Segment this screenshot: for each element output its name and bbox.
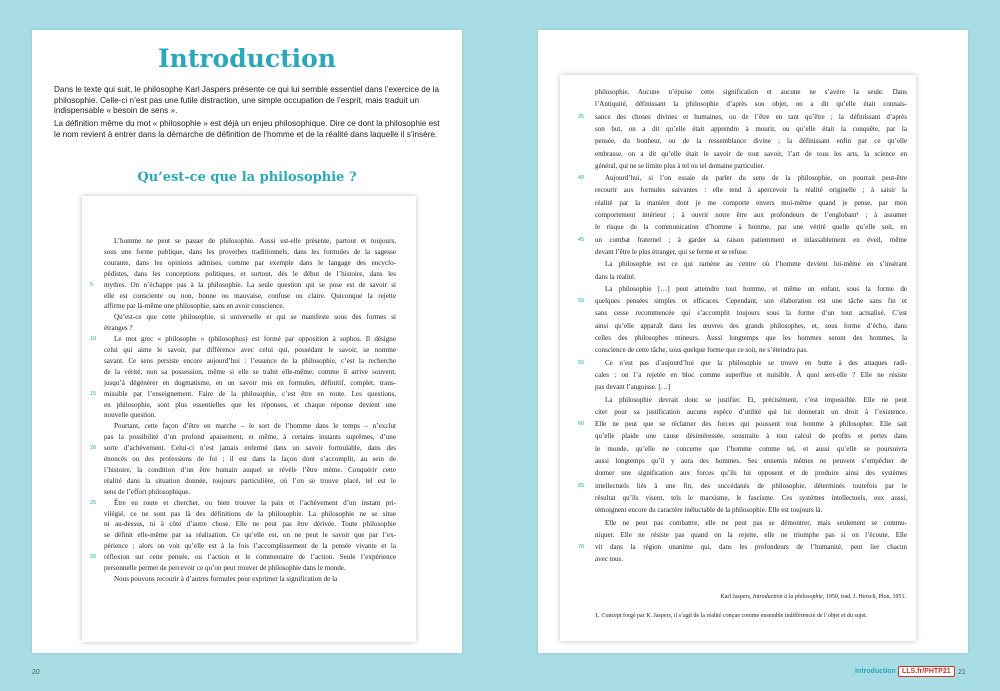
source-details: , 1950, trad. J. Hersch, Plon, 1951.	[822, 594, 906, 600]
line-number: 40	[578, 175, 585, 182]
text-line: comportement intérieur ; à ouvrir notre être aux profondeurs de l’englobant¹ ; à assumer	[595, 211, 907, 219]
footnote	[595, 612, 907, 620]
text-line: réalité dans la situation donnée, toujours particulière, où l’on se trouve placé, tel est le	[104, 476, 396, 485]
text-line: Elle ne peut pas combattre, elle ne peut pas se démontrer, mais seulement se commu-	[605, 518, 907, 527]
line-number: 50	[578, 298, 585, 305]
text-line: avec tous.	[595, 555, 623, 564]
text-line: ainsi qu’elle apparaît dans les œuvres des grands philosophes, et, sous forme d’écho, dans	[595, 321, 907, 330]
text-line: l’histoire, la condition d’un être humain auquel se révèle l’être même. Conquérir cette	[104, 465, 396, 474]
text-line: sous une forme publique, dans les proverbes traditionnels, dans les formules de la sagesse	[104, 247, 396, 256]
line-number: 35	[578, 113, 585, 120]
right-page	[538, 30, 968, 653]
text-line: sans cesse recommencée qui s’accomplit toujours sous la forme d’un tout actualisé. C’est	[595, 309, 907, 318]
text-line: niquer. Elle ne résiste pas quand on la rejette, elle ne triomphe pas si on l’écoute. Elle	[595, 530, 907, 539]
text-line: donner une signification aux forces qu’ils lui opposent et de produire ainsi des systèmes	[595, 469, 907, 478]
left-page	[32, 30, 462, 653]
text-line: le monde, qu’elle ne concerne que l’homme comme tel, et aussi qu’elle se poursuivra	[595, 444, 907, 453]
text-line: celui qui aime le savoir, par différence avec celui qui, possédant le savoir, se nomme	[104, 346, 396, 354]
text-line: affirme par là-même une philosophie, sans en avoir conscience.	[104, 302, 285, 311]
text-line: général, qui ne se limite plus à tel ou tel domaine particulier.	[595, 161, 765, 170]
text-line: nouvelle question.	[104, 411, 157, 420]
text-line: étranges ?	[104, 324, 133, 333]
line-number: 10	[90, 336, 97, 343]
text-line: Nous pouvons recourir à d’autres formules pour exprimer la signification de la	[114, 574, 338, 583]
line-number: 55	[578, 359, 585, 366]
line-number: 45	[578, 236, 585, 243]
text-line: Le mot grec « philosophe » (philosophos) est formé par opposition à sophos. Il désigne	[114, 335, 396, 344]
excerpt-box-right	[560, 75, 916, 641]
text-line: missible par l’enseignement. Faire de la philosophie, c’est être en route. Les questions,	[104, 389, 396, 398]
text-line: elle est consciente ou non, bonne ou mauvaise, confuse ou claire. Quiconque la rejette	[104, 291, 396, 300]
line-number: 20	[90, 445, 97, 452]
text-line: énoncés ou des professions de foi ; il est dans la façon dont s’accomplit, au sein de	[104, 455, 396, 463]
text-line: ni au-dessus, ni à côté d’autre chose. Elle ne peut pas être dérivée. Toute philosophie	[104, 520, 396, 529]
line-number: 30	[90, 554, 97, 561]
text-line: citer pour sa justification aucune espèce d’utilité qui lui donnerait un droit à l’existence.	[595, 407, 907, 416]
page-title: Introduction	[157, 44, 337, 73]
line-number: 70	[578, 544, 585, 551]
text-line: L’homme ne peut se passer de philosophie. Aussi est-elle présente, partout et toujours,	[114, 237, 396, 245]
footer-section-title: Introduction	[855, 668, 896, 675]
source-author: Karl Jaspers,	[720, 594, 752, 600]
text-line: sens de l’effort philosophique.	[104, 487, 191, 496]
text-line: mythes. On n’échappe pas à la philosophie. La seule question qui se pose est de savoir si	[104, 280, 396, 289]
text-line: savant. Ce sens persiste encore aujourd’hui : l’essence de la philosophie, c’est la recherche	[104, 356, 396, 365]
excerpt-box-left	[82, 196, 416, 642]
footnote-number: 1.	[595, 613, 600, 619]
text-line: La philosophie est ce qui ramène au centre où l’homme devient lui-même en s’insérant	[605, 260, 907, 269]
text-line: celles des philosophes mineurs. Aussi longtemps que les hommes seront des hommes, la	[595, 334, 907, 342]
text-line: de la vérité, non sa possession, même si elle se trahit elle-même, comme il arrive souvent,	[104, 367, 396, 376]
text-line: le risque de la communication d’homme à homme, par une vérité quelle qu’elle soit, en	[595, 223, 907, 232]
text-line: Être en route et chercher, ou bien trouver la paix et l’achèvement d’un instant pri-	[114, 498, 396, 507]
text-line: périence ; alors on voit qu’elle est à la fois l’accomplissement de la pensée vivante et la	[104, 542, 396, 551]
line-number: 15	[90, 390, 97, 397]
text-line: cales ; on l’a rejetée en bloc comme superflue et nuisible. À quoi sert-elle ? Elle ne résiste	[595, 370, 907, 379]
line-number: 5	[90, 281, 94, 288]
text-line: jusqu’à dégénérer en dogmatisme, en un savoir mis en formules, définitif, complet, trans-	[104, 378, 396, 387]
text-line: quelques pensées simples et efficaces. Cependant, son élaboration est une tâche sans fin et	[595, 297, 907, 306]
text-line: pas la possibilité d’un profond apaisement, et même, à certains instants suprêmes, d’une	[104, 433, 396, 442]
footnote-text: Concept forgé par K. Jaspers, il s’agit de la réalité conçue comme ensemble indifférencié de l’objet et du sujet.	[601, 613, 868, 619]
text-line: qu’elle plaide une cause désintéressée, soustraite à tout calcul de profits et pertes dans	[595, 432, 907, 441]
text-line: réflexion sur cette pensée, ou l’action et le commentaire de l’action. Seule l’expérience	[104, 553, 396, 562]
text-line: pensée, du bonheur, ou de la ressemblance divine ; la définissant enfin par ce qu’elle	[595, 137, 907, 146]
footer-link[interactable]: LLS.fr/PHTP21	[898, 666, 955, 677]
text-line: pédistes, dans les conceptions politiques, et surtout, dès le début de l’histoire, dans les	[104, 269, 396, 278]
text-line: pas devant l’angoisse. […]	[595, 383, 671, 392]
text-line: en philosophie, sont plus essentielles que les réponses, et chaque réponse devient une	[104, 400, 396, 409]
text-line: sance des choses divines et humaines, ou de l’être en tant qu’être ; la définissant d’après	[595, 112, 907, 121]
text-line: vit dans la région unanime qui, dans les profondeurs de l’humanité, peut lier chacun	[595, 543, 907, 552]
text-line: La philosophie devrait donc se justifier. Et, précisément, c’est impossible. Elle ne peut	[605, 395, 907, 404]
section-subtitle: Qu’est-ce que la philosophie ?	[137, 170, 357, 185]
text-line: un combat fraternel ; à garder sa raison patiemment et inlassablement en éveil, même	[595, 235, 907, 244]
source-citation	[720, 594, 906, 600]
text-line: témoignent encore du caractère inéluctable de la philosophie. Elle est toujours là.	[595, 506, 823, 515]
page-number-left: 20	[32, 669, 40, 676]
text-line: recourir aux formules suivantes : elle tend à apercevoir la réalité originelle ; à saisir la	[595, 186, 907, 195]
text-line: Elle ne peut que se réclamer des forces qui poussent tout homme à philosopher. Elle sait	[595, 420, 907, 429]
text-line: personnelle permet de percevoir ce qu’on peut trouver de philosophie dans le monde.	[104, 564, 346, 572]
source-book: Introduction à la philosophie	[752, 594, 823, 600]
text-line: se définit elle-même par sa réalisation. Ce qu’elle est, on ne peut le savoir que par l’ex-	[104, 531, 396, 540]
intro-paragraph-2: La définition même du mot « philosophie » est déjà un enjeu philosophique. Dire ce dont la philosophie est le nom revient à entrer dans la démarche de définition de l’homme et de la réalité dans laquelle il s’insère.	[54, 119, 440, 139]
text-line: Aujourd’hui, si l’on essaie de parler du sens de la philosophie, on pourrait peut-être	[605, 174, 907, 183]
intro-paragraph-1: Dans le texte qui suit, le philosophe Karl Jaspers présente ce qui lui semble essentiel dans l’exercice de la philosophie. Celle-ci n’est pas une futile distraction, une simple occupation de l’esprit, mais traduit un indispensable « besoin de sens ».	[54, 85, 440, 116]
text-line: l’Antiquité, définissant la philosophie d’après son objet, on a dit qu’elle était connais-	[595, 100, 907, 109]
text-line: devant l’être le plus étranger, qui se ferme et se refuse.	[595, 247, 748, 256]
line-number: 60	[578, 421, 585, 428]
line-number: 65	[578, 482, 585, 489]
text-line: sorte d’achèvement. Celui-ci n’est jamais enfermé dans un savoir formulable, dans des	[104, 444, 396, 453]
text-line: réalité par la manière dont je me comporte envers moi-même quand je pense, par mon	[595, 198, 907, 207]
text-line: intellectuels liés à une fin, des succédanés de philosophie, déterminés toutefois par le	[595, 481, 907, 490]
text-line: embrasse, on a dit qu’elle était le savoir de tout savoir, l’art de tous les arts, la science en	[595, 149, 907, 158]
text-line: Qu’est-ce que cette philosophie, si universelle et qui se manifeste sous des formes si	[114, 313, 396, 322]
text-line: vilégié, ce ne sont pas là des définitions de la philosophie. La philosophie ne se situe	[104, 509, 396, 518]
page-number-right: 21	[958, 669, 966, 676]
text-line: son but, on a dit qu’elle était apprendre à mourir, ou qu’elle était la conquête, par la	[595, 124, 907, 133]
line-number: 25	[90, 499, 97, 506]
text-line: courante, dans les opinions admises, comme par exemple dans le langage des encyclo-	[104, 258, 396, 267]
text-line: La philosophie […] peut atteindre tout homme, et même un enfant, sous la forme de	[605, 284, 907, 293]
text-line: conscience de cette tâche, sous quelque forme que ce soit, ne s’éteindra pas.	[595, 346, 808, 355]
text-line: aussi longtemps qu’il y aura des hommes. Ses ennemis mêmes ne peuvent s’empêcher de	[595, 457, 907, 465]
text-line: Ce n’est pas d’aujourd’hui que la philosophie se trouve en butte à des attaques radi-	[605, 358, 907, 367]
text-line: dans la réalité.	[595, 272, 636, 281]
text-line: Pourtant, cette façon d’être en marche – le sort de l’homme dans le temps – n’exclut	[114, 422, 396, 431]
text-line: philosophie. Aucune n’épuise cette signification et aucune ne s’avère la seule. Dans	[595, 88, 907, 96]
text-line: résultat qu’ils visent, tels le marxisme, le fascisme. Ces systèmes intellectuels, eux aussi,	[595, 493, 907, 502]
